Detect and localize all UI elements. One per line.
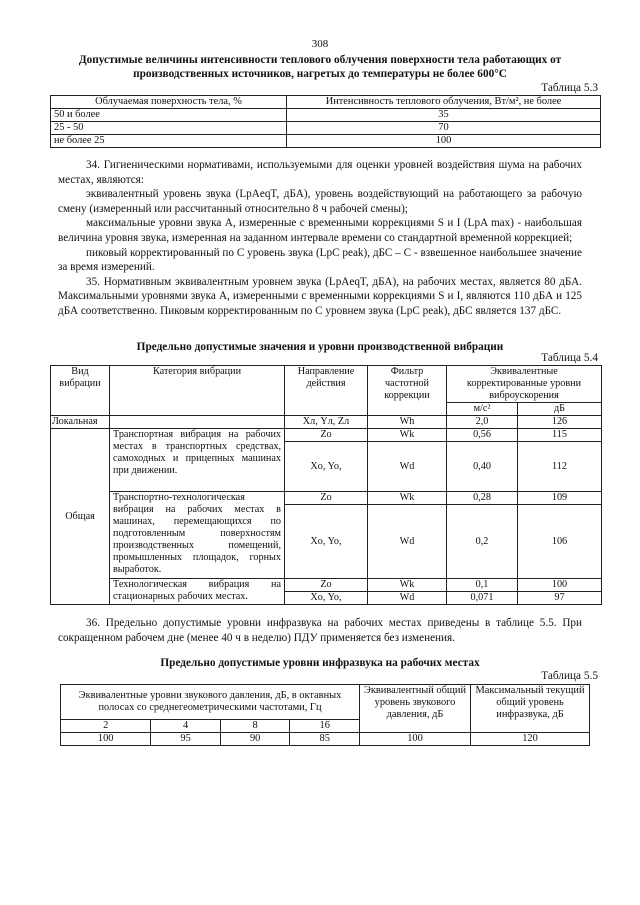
t54-filter: Wd	[368, 505, 447, 579]
t54-h-type: Вид вибрации	[51, 366, 110, 416]
paragraph-35: 35. Нормативным эквивалентным уровнем звука (LpAeqT, дБА), на рабочих местах, является 80 дБА. Максимальными уровнями звука А, измеренными с временными коррекциями S и I, являются 110 дБА и 125 дБА соответственно. Пиковым корректированным по С уровнем звука (LpC peak), дБС является 137 дБС.	[58, 275, 582, 317]
t54-dir: Хл, Yл, Zл	[285, 416, 368, 429]
table-5-3-label: Таблица 5.3	[541, 82, 598, 94]
t54-empty-cell	[110, 416, 285, 429]
t54-cat-tech: Технологическая вибрация на стационарных рабочих местах.	[110, 579, 285, 605]
para34-item1: эквивалентный уровень звука (LpAeqT, дБА), уровень воздействующий на работающего за рабочую смену (измеренный или рассчитанный относительно 8 ч рабочей смены);	[58, 188, 582, 215]
t54-filter: Wk	[368, 579, 447, 592]
t54-dir: Xo, Yo,	[285, 592, 368, 605]
paragraph-36: 36. Предельно допустимые уровни инфразвука на рабочих местах приведены в таблице 5.5. При сокращенном рабочем дне (менее 40 ч в неделю) ПДУ применяется без изменения.	[58, 617, 582, 644]
t54-db: 109	[518, 492, 602, 505]
t55-freq: 16	[290, 720, 360, 733]
table-5-5-label: Таблица 5.5	[541, 670, 598, 682]
t53-surface: 25 - 50	[51, 122, 287, 135]
t54-ms2: 0,56	[447, 429, 518, 442]
table-row	[51, 135, 601, 148]
table-row	[61, 733, 590, 746]
t54-filter: Wh	[368, 416, 447, 429]
t54-ms2: 2,0	[447, 416, 518, 429]
t54-db: 112	[518, 442, 602, 492]
para34-intro: 34. Гигиеническими нормативами, используемыми для оценки уровней воздействия шума на рабочих местах, являются:	[58, 159, 582, 186]
para34-item2: максимальные уровни звука А, измеренные с временными коррекциями S и I (LpA max) - наибольшая величина уровня звука, измеренная на заданном интервале времени со стандартной временной коррекцией;	[58, 217, 582, 244]
t54-db: 100	[518, 579, 602, 592]
t54-type-local: Локальная	[51, 416, 110, 429]
t54-cat-transport-tech: Транспортно-технологическая вибрация на рабочих местах в машинах, перемещающихся по подготовленным поверхностям производственных помещений, промышленных площадок, горных выработок.	[110, 492, 285, 579]
t54-ms2: 0,28	[447, 492, 518, 505]
t54-dir: Zo	[285, 492, 368, 505]
t54-filter: Wk	[368, 429, 447, 442]
t53-col-surface: Облучаемая поверхность тела, %	[51, 96, 287, 109]
t54-h-filter: Фильтр частотной коррекции	[368, 366, 447, 416]
t53-col-intensity: Интенсивность теплового облучения, Вт/м², не более	[287, 96, 601, 109]
table-5-4	[50, 365, 602, 605]
t54-h-direction: Направление действия	[285, 366, 368, 416]
t54-h-category: Категория вибрации	[110, 366, 285, 416]
t55-h-equiv: Эквивалентный общий уровень звукового давления, дБ	[360, 685, 471, 733]
t54-ms2: 0,40	[447, 442, 518, 492]
t53-value: 100	[287, 135, 601, 148]
t55-freq: 8	[220, 720, 290, 733]
table-5-3	[50, 95, 601, 148]
t55-value: 90	[220, 733, 290, 746]
t54-type-general: Общая	[51, 429, 110, 605]
table-row	[51, 492, 602, 505]
table-row	[51, 429, 602, 442]
table-5-3-title: Допустимые величины интенсивности теплового облучения поверхности тела работающих от производственных источников, нагретых до температуры не более 600°С	[78, 54, 562, 80]
t53-value: 70	[287, 122, 601, 135]
paragraph-34	[58, 158, 582, 319]
t54-filter: Wk	[368, 492, 447, 505]
t54-ms2: 0,1	[447, 579, 518, 592]
t53-value: 35	[287, 109, 601, 122]
table-row	[51, 416, 602, 429]
t55-h-max: Максимальный текущий общий уровень инфразвука, дБ	[471, 685, 590, 733]
t54-dir: Zo	[285, 429, 368, 442]
page-number: 308	[311, 38, 329, 50]
t54-db: 115	[518, 429, 602, 442]
t55-equiv-value: 100	[360, 733, 471, 746]
t53-surface: не более 25	[51, 135, 287, 148]
t54-h-equiv: Эквивалентные корректированные уровни виброускорения	[447, 366, 602, 403]
t54-db: 97	[518, 592, 602, 605]
t55-freq: 4	[151, 720, 221, 733]
table-row	[51, 579, 602, 592]
t54-filter: Wd	[368, 442, 447, 492]
t54-filter: Wd	[368, 592, 447, 605]
para34-item3: пиковый корректированный по С уровень звука (LpC peak), дБС – С - взвешенное наибольшее значение за время измерений.	[58, 246, 582, 274]
table-5-5	[60, 684, 590, 746]
t54-dir: Xo, Yo,	[285, 505, 368, 579]
t55-h-octave: Эквивалентные уровни звукового давления, дБ, в октавных полосах со среднегеометрическими частотами, Гц	[61, 685, 360, 720]
t54-ms2: 0,071	[447, 592, 518, 605]
table-5-5-title: Предельно допустимые уровни инфразвука на рабочих местах	[160, 657, 480, 669]
t55-value: 95	[151, 733, 221, 746]
t54-db: 126	[518, 416, 602, 429]
t55-value: 85	[290, 733, 360, 746]
table-5-4-title: Предельно допустимые значения и уровни производственной вибрации	[136, 341, 504, 353]
table-row	[51, 109, 601, 122]
t54-cat-transport: Транспортная вибрация на рабочих местах в транспортных средствах, самоходных и прицепных машинах при движении.	[110, 429, 285, 492]
t55-max-value: 120	[471, 733, 590, 746]
t53-surface: 50 и более	[51, 109, 287, 122]
t54-ms2: 0,2	[447, 505, 518, 579]
t54-dir: Xo, Yo,	[285, 442, 368, 492]
t54-db: 106	[518, 505, 602, 579]
t54-h-ms2: м/с²	[447, 403, 518, 416]
t55-freq: 2	[61, 720, 151, 733]
t54-dir: Zo	[285, 579, 368, 592]
t55-value: 100	[61, 733, 151, 746]
t54-h-db: дБ	[518, 403, 602, 416]
table-row	[51, 122, 601, 135]
table-5-4-label: Таблица 5.4	[541, 352, 598, 364]
